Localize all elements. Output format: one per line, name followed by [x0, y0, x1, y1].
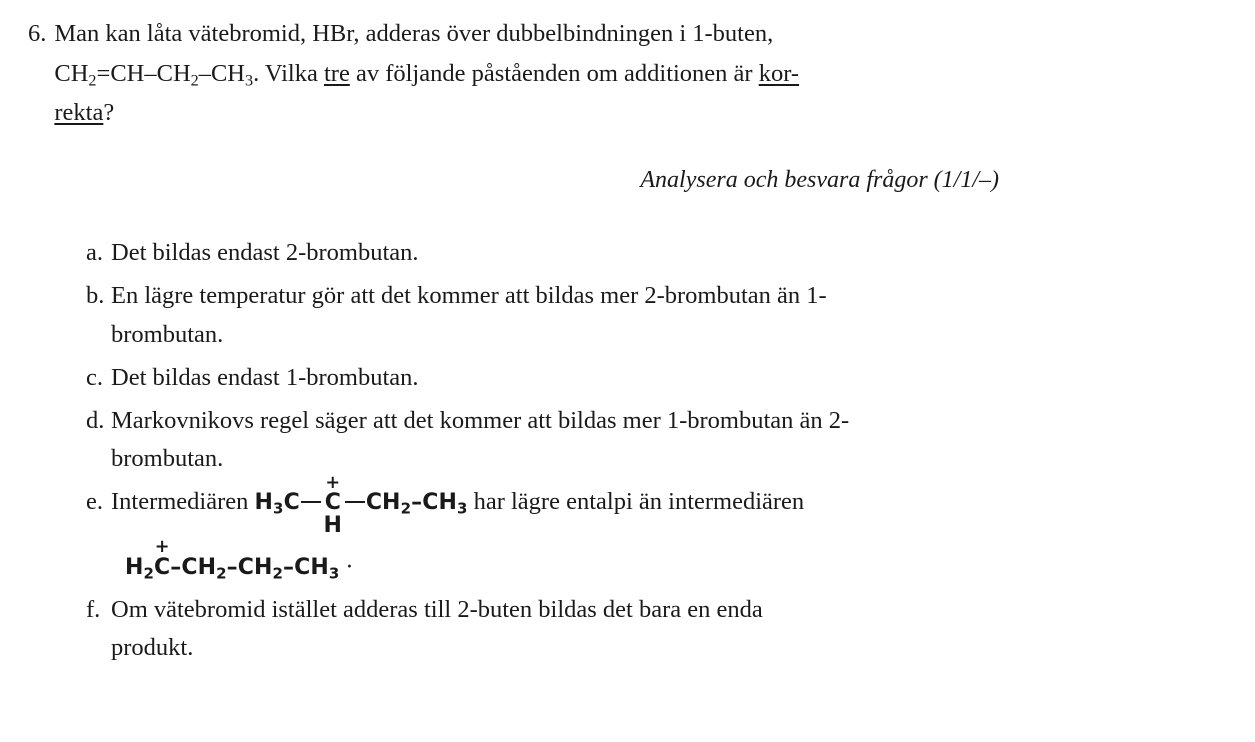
option-text-a: Det bildas endast 2-brombutan. — [111, 239, 419, 267]
trailing-mark: · — [345, 552, 354, 580]
option-text-e — [111, 473, 986, 585]
option-letter-f: f. — [86, 595, 101, 623]
option-text-d: Markovnikovs regel säger att det kommer att bildas mer 1-brombutan än 2- brombutan. — [111, 402, 986, 478]
grading-instruction: Analysera och besvara frågor (1/1/–) — [640, 167, 999, 194]
option-e-text-after: har lägre entalpi än intermediären — [473, 488, 805, 516]
option-letter-b: b. — [86, 282, 105, 310]
option-text-b: En lägre temperatur gör att det kommer att bildas mer 2-brombutan än 1- brombutan. — [111, 277, 986, 353]
bond-line — [301, 501, 321, 503]
charged-carbon: + C H — [323, 473, 343, 538]
option-letter-d: d. — [86, 406, 105, 434]
bond-line — [345, 501, 365, 503]
question-body — [54, 14, 984, 133]
option-letter-a: a. — [86, 239, 103, 267]
option-e-text-before: Intermediären — [111, 488, 249, 516]
option-letter-e: e. — [86, 488, 103, 516]
option-text-f-cont: produkt. — [111, 634, 194, 662]
list-item — [86, 473, 986, 585]
emphasis-korrekta-line1: kor- — [758, 59, 800, 87]
question-text-part2: . Vilka — [253, 59, 324, 87]
question-text-part1: Man kan låta vätebromid, HBr, adderas över dubbelbindningen i 1-buten, — [54, 20, 774, 47]
charged-carbon: + C — [154, 536, 171, 580]
list-item — [86, 591, 986, 667]
option-text-b-cont: brombutan. — [111, 320, 224, 348]
list-item — [86, 359, 986, 397]
carbocation-formula-secondary: $H_3C$ + C H $CH_2-CH_3$ — [254, 473, 468, 538]
list-item — [86, 277, 986, 353]
emphasis-tre: tre — [324, 59, 350, 87]
question-formula: $CH_2=CH-CH_2-CH_3$ — [54, 59, 254, 90]
list-item — [86, 234, 986, 272]
option-text-c: Det bildas endast 1-brombutan. — [111, 363, 419, 391]
option-text-d-cont: brombutan. — [111, 445, 224, 473]
question-number: 6. — [28, 20, 47, 47]
question-stem — [28, 14, 1215, 133]
question-text-part3: av följande påståenden om additionen är — [349, 59, 759, 87]
option-letter-c: c. — [86, 363, 103, 391]
option-text-f: Om vätebromid istället adderas till 2-buten bildas det bara en enda produkt. — [111, 591, 986, 667]
emphasis-korrekta-line2: rekta — [54, 99, 104, 127]
options-list — [28, 234, 1215, 667]
question-text-part4: ? — [103, 99, 115, 127]
carbocation-formula-primary: $H_2$ + $C-CH_2-CH_2-CH_3$ · — [125, 548, 986, 586]
list-item — [86, 402, 986, 478]
